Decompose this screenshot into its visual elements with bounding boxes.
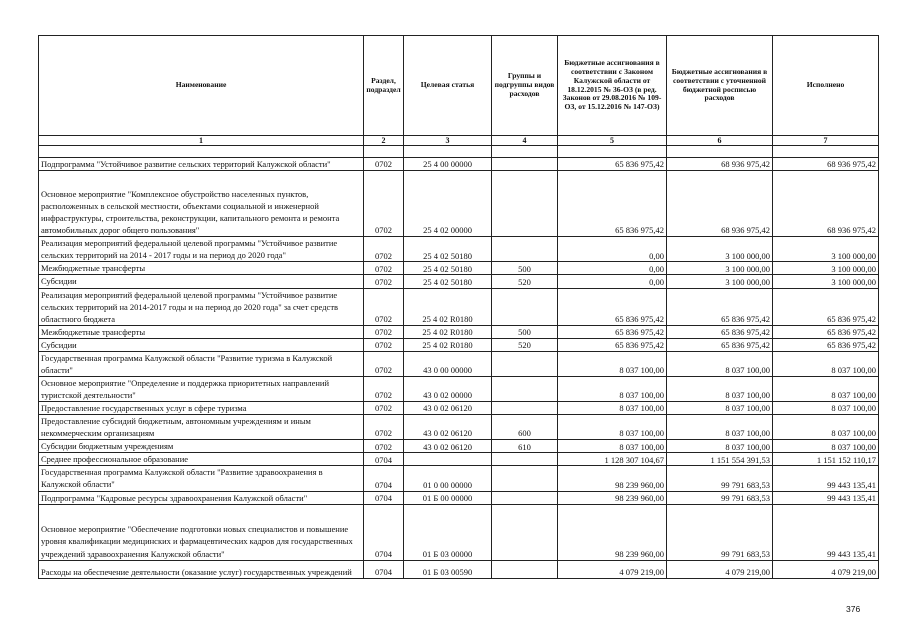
row-target-article: 25 4 02 50180 — [404, 237, 492, 262]
table-row — [39, 325, 879, 338]
row-section: 0702 — [364, 325, 404, 338]
row-name: Основное мероприятие "Определение и поддержка приоритетных направлений туристской деятельности" — [39, 376, 364, 401]
table-row — [39, 275, 879, 288]
row-section: 0702 — [364, 351, 404, 376]
row-expense-group — [492, 466, 558, 491]
table-row — [39, 376, 879, 401]
row-section: 0702 — [364, 338, 404, 351]
row-name: Субсидии — [39, 338, 364, 351]
header-row — [39, 36, 879, 136]
row-expense-group: 610 — [492, 440, 558, 453]
row-law-allocation: 98 239 960,00 — [558, 466, 667, 491]
row-executed: 8 037 100,00 — [773, 402, 879, 415]
row-target-article: 01 Б 03 00000 — [404, 504, 492, 560]
table-row — [39, 338, 879, 351]
row-section: 0702 — [364, 376, 404, 401]
row-executed: 68 936 975,42 — [773, 158, 879, 171]
row-law-allocation: 65 836 975,42 — [558, 158, 667, 171]
row-refined-allocation: 4 079 219,00 — [667, 560, 773, 578]
header-expense-group: Группы и подгруппы видов расходов — [492, 36, 558, 136]
table-row — [39, 351, 879, 376]
row-executed: 99 443 135,41 — [773, 504, 879, 560]
row-refined-allocation: 99 791 683,53 — [667, 466, 773, 491]
row-executed: 99 443 135,41 — [773, 491, 879, 504]
row-expense-group — [492, 453, 558, 466]
row-refined-allocation: 3 100 000,00 — [667, 237, 773, 262]
row-law-allocation: 1 128 307 104,67 — [558, 453, 667, 466]
row-section: 0702 — [364, 237, 404, 262]
header-name: Наименование — [39, 36, 364, 136]
row-executed: 65 836 975,42 — [773, 338, 879, 351]
row-refined-allocation: 65 836 975,42 — [667, 338, 773, 351]
row-target-article: 43 0 02 06120 — [404, 402, 492, 415]
table-row — [39, 466, 879, 491]
row-expense-group: 500 — [492, 262, 558, 275]
row-law-allocation: 4 079 219,00 — [558, 560, 667, 578]
row-refined-allocation: 99 791 683,53 — [667, 491, 773, 504]
row-name: Среднее профессиональное образование — [39, 453, 364, 466]
column-number: 3 — [404, 136, 492, 146]
row-law-allocation: 65 836 975,42 — [558, 288, 667, 325]
row-target-article: 43 0 02 06120 — [404, 440, 492, 453]
row-executed: 8 037 100,00 — [773, 351, 879, 376]
row-law-allocation: 98 239 960,00 — [558, 491, 667, 504]
row-expense-group: 600 — [492, 415, 558, 440]
row-section: 0704 — [364, 491, 404, 504]
row-refined-allocation: 65 836 975,42 — [667, 325, 773, 338]
row-name: Межбюджетные трансферты — [39, 262, 364, 275]
row-target-article: 01 Б 00 00000 — [404, 491, 492, 504]
table-row — [39, 237, 879, 262]
column-number: 7 — [773, 136, 879, 146]
row-name: Субсидии — [39, 275, 364, 288]
row-section: 0702 — [364, 275, 404, 288]
table-row — [39, 288, 879, 325]
table-row — [39, 560, 879, 578]
row-refined-allocation: 8 037 100,00 — [667, 351, 773, 376]
row-expense-group — [492, 491, 558, 504]
row-target-article: 25 4 02 R0180 — [404, 325, 492, 338]
row-refined-allocation: 8 037 100,00 — [667, 402, 773, 415]
row-law-allocation: 8 037 100,00 — [558, 402, 667, 415]
row-executed: 8 037 100,00 — [773, 440, 879, 453]
header-executed: Исполнено — [773, 36, 879, 136]
row-expense-group — [492, 560, 558, 578]
row-executed: 1 151 152 110,17 — [773, 453, 879, 466]
row-refined-allocation: 65 836 975,42 — [667, 288, 773, 325]
row-section: 0702 — [364, 288, 404, 325]
row-name: Предоставление государственных услуг в сфере туризма — [39, 402, 364, 415]
row-expense-group — [492, 237, 558, 262]
table-row — [39, 262, 879, 275]
row-target-article: 01 0 00 00000 — [404, 466, 492, 491]
row-law-allocation: 65 836 975,42 — [558, 171, 667, 237]
row-section: 0702 — [364, 440, 404, 453]
row-expense-group — [492, 171, 558, 237]
table-row — [39, 453, 879, 466]
row-name: Государственная программа Калужской области "Развитие здравоохранения в Калужской области" — [39, 466, 364, 491]
row-section: 0702 — [364, 262, 404, 275]
row-target-article: 25 4 02 50180 — [404, 262, 492, 275]
row-law-allocation: 8 037 100,00 — [558, 440, 667, 453]
row-executed: 65 836 975,42 — [773, 325, 879, 338]
row-name: Основное мероприятие "Обеспечение подготовки новых специалистов и повышение уровня квалификации медицинских и фармацевтических кадров для государственных учреждений здравоохранения Калужской области" — [39, 504, 364, 560]
row-refined-allocation: 68 936 975,42 — [667, 171, 773, 237]
row-refined-allocation: 68 936 975,42 — [667, 158, 773, 171]
row-executed: 65 836 975,42 — [773, 288, 879, 325]
row-law-allocation: 8 037 100,00 — [558, 415, 667, 440]
row-expense-group — [492, 158, 558, 171]
row-law-allocation: 0,00 — [558, 275, 667, 288]
row-expense-group — [492, 376, 558, 401]
row-executed: 8 037 100,00 — [773, 415, 879, 440]
row-expense-group — [492, 288, 558, 325]
table-row — [39, 491, 879, 504]
table-row — [39, 171, 879, 237]
row-name: Предоставление субсидий бюджетным, автономным учреждениям и иным некоммерческим организациям — [39, 415, 364, 440]
row-executed: 3 100 000,00 — [773, 262, 879, 275]
row-target-article: 43 0 00 00000 — [404, 351, 492, 376]
row-executed: 3 100 000,00 — [773, 237, 879, 262]
header-target-article: Целевая статья — [404, 36, 492, 136]
row-executed: 8 037 100,00 — [773, 376, 879, 401]
row-target-article: 25 4 02 R0180 — [404, 288, 492, 325]
row-target-article — [404, 453, 492, 466]
row-law-allocation: 98 239 960,00 — [558, 504, 667, 560]
row-target-article: 25 4 02 R0180 — [404, 338, 492, 351]
row-name: Межбюджетные трансферты — [39, 325, 364, 338]
table-body — [39, 158, 879, 578]
table-row — [39, 158, 879, 171]
row-law-allocation: 0,00 — [558, 262, 667, 275]
row-target-article: 25 4 02 50180 — [404, 275, 492, 288]
table-row — [39, 415, 879, 440]
page-number: 376 — [846, 604, 861, 614]
row-name: Основное мероприятие "Комплексное обустройство населенных пунктов, расположенных в сельской местности, объектами социальной и инженерной инфраструктуры, строительства, реконструкции, капитального ремонта и ремонта автомобильных дорог общего пользования" — [39, 171, 364, 237]
row-law-allocation: 65 836 975,42 — [558, 325, 667, 338]
row-section: 0702 — [364, 158, 404, 171]
row-refined-allocation: 8 037 100,00 — [667, 440, 773, 453]
column-number: 5 — [558, 136, 667, 146]
table-row — [39, 402, 879, 415]
row-refined-allocation: 99 791 683,53 — [667, 504, 773, 560]
table-row — [39, 504, 879, 560]
row-target-article: 43 0 02 00000 — [404, 376, 492, 401]
header-law-allocations: Бюджетные ассигнования в соответствии с Законом Калужской области от 18.12.2015 № 36-ОЗ (в ред. Законов от 29.08.2016 № 109-ОЗ, от 15.12.2016 № 147-ОЗ) — [558, 36, 667, 136]
row-expense-group: 500 — [492, 325, 558, 338]
budget-execution-table — [38, 35, 879, 579]
row-refined-allocation: 8 037 100,00 — [667, 376, 773, 401]
column-number: 2 — [364, 136, 404, 146]
row-executed: 99 443 135,41 — [773, 466, 879, 491]
header-refined-allocations: Бюджетные ассигнования в соответствии с уточненной бюджетной росписью расходов — [667, 36, 773, 136]
row-section: 0702 — [364, 402, 404, 415]
row-target-article: 01 Б 03 00590 — [404, 560, 492, 578]
row-section: 0702 — [364, 415, 404, 440]
row-executed: 68 936 975,42 — [773, 171, 879, 237]
row-law-allocation: 8 037 100,00 — [558, 376, 667, 401]
row-name: Реализация мероприятий федеральной целевой программы "Устойчивое развитие сельских территорий на 2014-2017 годы и на период до 2020 года" за счет средств областного бюджета — [39, 288, 364, 325]
column-number: 6 — [667, 136, 773, 146]
row-name: Подпрограмма "Кадровые ресурсы здравоохранения Калужской области" — [39, 491, 364, 504]
spacer-row — [39, 146, 879, 158]
row-section: 0702 — [364, 171, 404, 237]
row-name: Государственная программа Калужской области "Развитие туризма в Калужской области" — [39, 351, 364, 376]
row-law-allocation: 65 836 975,42 — [558, 338, 667, 351]
row-target-article: 25 4 02 00000 — [404, 171, 492, 237]
row-section: 0704 — [364, 560, 404, 578]
row-section: 0704 — [364, 453, 404, 466]
row-expense-group: 520 — [492, 275, 558, 288]
row-law-allocation: 8 037 100,00 — [558, 351, 667, 376]
row-refined-allocation: 1 151 554 391,53 — [667, 453, 773, 466]
row-section: 0704 — [364, 504, 404, 560]
row-refined-allocation: 3 100 000,00 — [667, 262, 773, 275]
column-number-row — [39, 136, 879, 146]
row-name: Расходы на обеспечение деятельности (оказание услуг) государственных учреждений — [39, 560, 364, 578]
row-expense-group — [492, 402, 558, 415]
row-name: Подпрограмма "Устойчивое развитие сельских территорий Калужской области" — [39, 158, 364, 171]
row-executed: 4 079 219,00 — [773, 560, 879, 578]
row-refined-allocation: 8 037 100,00 — [667, 415, 773, 440]
row-target-article: 43 0 02 06120 — [404, 415, 492, 440]
row-expense-group — [492, 351, 558, 376]
table-row — [39, 440, 879, 453]
row-section: 0704 — [364, 466, 404, 491]
row-name: Субсидии бюджетным учреждениям — [39, 440, 364, 453]
column-number: 1 — [39, 136, 364, 146]
row-executed: 3 100 000,00 — [773, 275, 879, 288]
row-refined-allocation: 3 100 000,00 — [667, 275, 773, 288]
row-expense-group — [492, 504, 558, 560]
column-number: 4 — [492, 136, 558, 146]
row-target-article: 25 4 00 00000 — [404, 158, 492, 171]
row-expense-group: 520 — [492, 338, 558, 351]
row-law-allocation: 0,00 — [558, 237, 667, 262]
header-section: Раздел, подраздел — [364, 36, 404, 136]
row-name: Реализация мероприятий федеральной целевой программы "Устойчивое развитие сельских территорий на 2014 - 2017 годы и на период до 2020 года" — [39, 237, 364, 262]
